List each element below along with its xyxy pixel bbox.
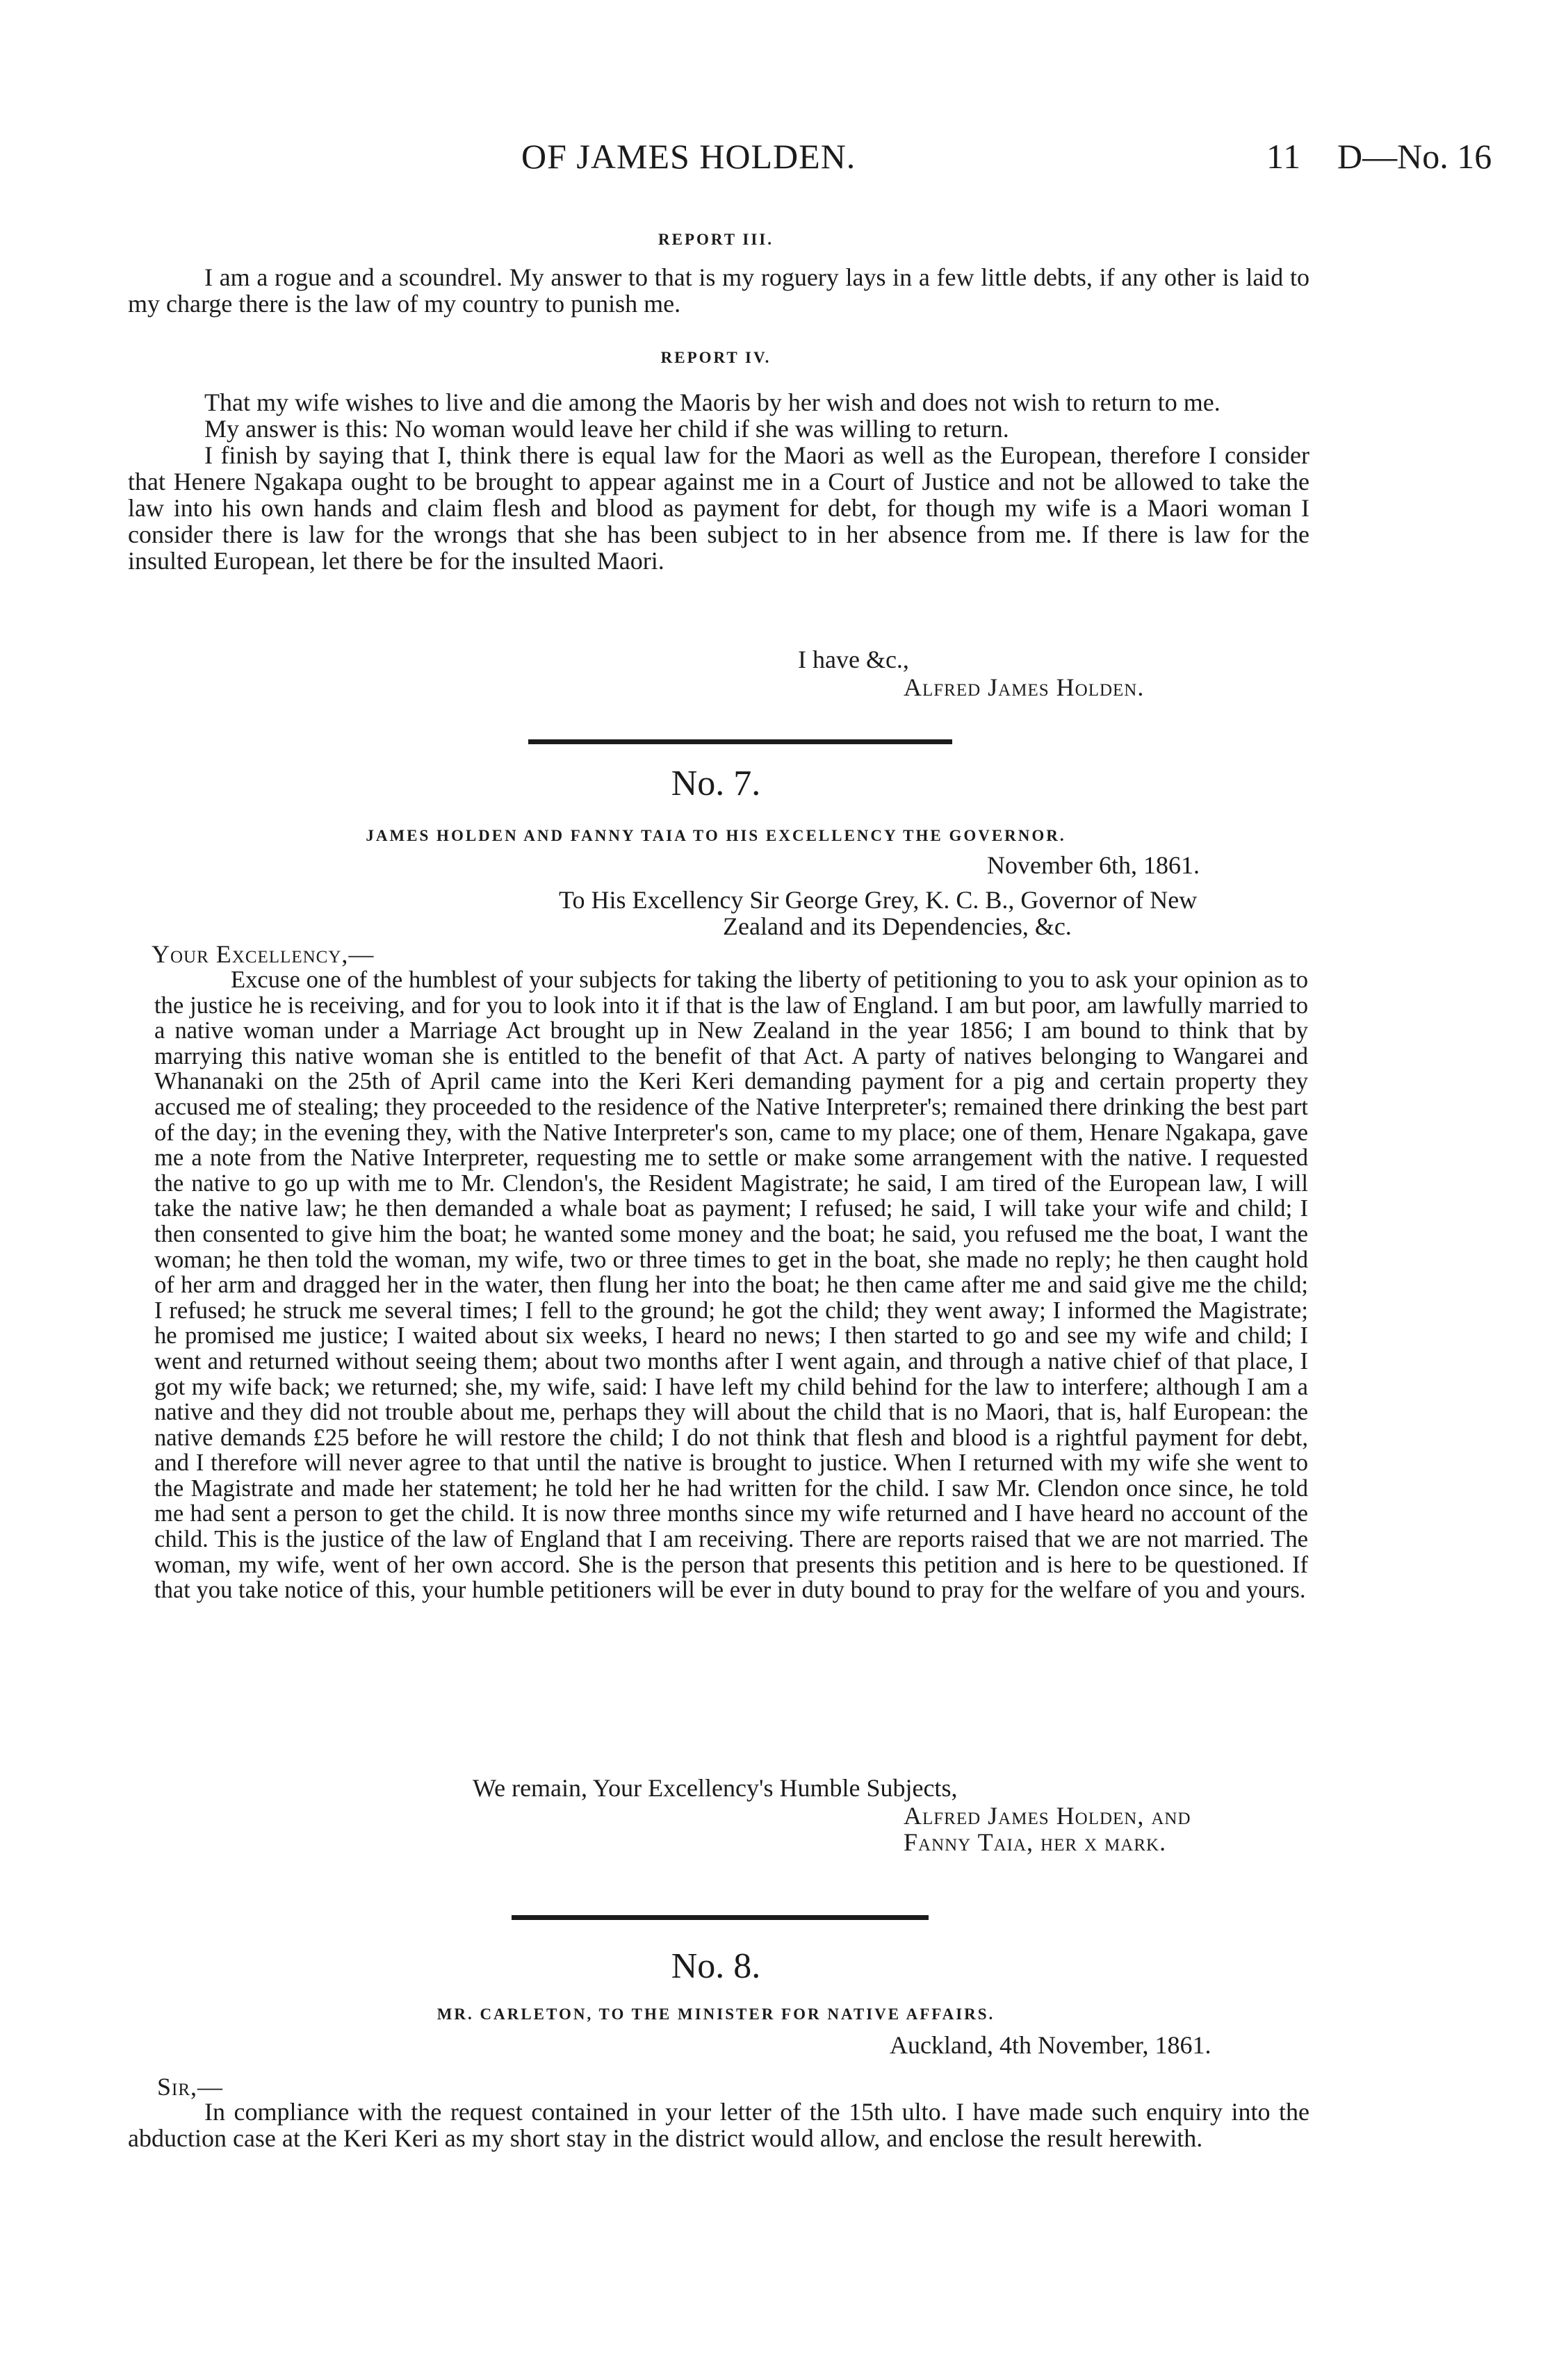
page-number: 11 [1266,137,1302,176]
no8-date: Auckland, 4th November, 1861. [890,2031,1211,2059]
no7-signature-1: Alfred James Holden, and [904,1802,1191,1830]
no7-address-line-2: Zealand and its Dependencies, &c. [723,912,1072,940]
no7-closing: We remain, Your Excellency's Humble Subjects, [473,1774,958,1802]
no7-salutation: Your Excellency,— [152,940,375,968]
no7-date: November 6th, 1861. [987,851,1200,879]
no7-petition-paragraph: Excuse one of the humblest of your subjects for taking the liberty of petitioning to you to ask your opinion as to the justice he is receiving, and for you to look into it if that is the law of England. I am but poor, am lawfully married to a native woman under a Marriage Act brought up in New Zealand in the year 1856; I am bound to think that by marrying this native woman she is entitled to the benefit of that Act. A party of natives belonging to Wangarei and Whananaki on the 25th of April came into the Keri Keri demanding payment for a pig and certain property they accused me of stealing; they proceeded to the residence of the Native Interpreter's; remained there drinking the best part of the day; in the evening they, with the Native Interpreter's son, came to my place; one of them, Henare Ngakapa, gave me a note from the Native Interpreter, requesting me to settle or make some arrangement with the native. I requested the native to go up with me to Mr. Clendon's, the Resident Magistrate; he said, I am tired of the European law, I will take the native law; he then demanded a whale boat as payment; I refused; he said, I will take your wife and child; I then consented to give him the boat; he wanted some money and the boat; he said, you refused me the boat, I want the woman; he then told the woman, my wife, two or three times to get in the boat, she made no reply; he then caught hold of her arm and dragged her in the water, then flung her into the boat; he then came after me and said give me the child; I refused; he struck me several times; I fell to the ground; he got the child; they went away; I informed the Magistrate; he promised me justice; I waited about six weeks, I heard no news; I then started to go and see my wife and child; I went and returned without seeing them; about two months after I went again, and through a native chief of that place, I got my wife back; we returned; she, my wife, said: I have left my child behind for the law to interfere; although I am a native and they did not trouble about me, perhaps they will about the child that is no Maori, that is, half European: the native demands £25 before he will restore the child; I do not think that flesh and blood is a rightful payment for debt, and I therefore will never agree to that until the native is brought to justice. When I returned with my wife she went to the Magistrate and made her statement; he told her he had written for the child. I saw Mr. Clendon once since, he told me had sent a person to get the child. It is now three months since my wife returned and I have heard no account of the child. This is the justice of the law of England that I am receiving. There are reports raised that we are not married. The woman, my wife, went of her own accord. She is the person that presents this petition and is here to be questioned. If that you take notice of this, your humble petitioners will be ever in duty bound to pray for the welfare of you and yours. [154,967,1308,1604]
no7-heading: JAMES HOLDEN AND FANNY TAIA TO HIS EXCELLENCY THE GOVERNOR. [366,827,1066,844]
no7-address-line-1: To His Excellency Sir George Grey, K. C. B., Governor of New [559,886,1198,914]
report-iv-paragraph-2: My answer is this: No woman would leave her child if she was willing to return. [204,415,1009,443]
document-reference: D—No. 16 [1337,137,1492,176]
report-iv-heading: REPORT IV. [660,349,772,366]
report-iii-text [128,264,1309,317]
running-title: OF JAMES HOLDEN. [521,137,856,176]
no8-salutation: Sir,— [157,2073,224,2101]
no8-heading: MR. CARLETON, TO THE MINISTER FOR NATIVE AFFAIRS. [436,2005,995,2023]
report-iii-heading: REPORT III. [658,231,774,248]
document-number-7: No. 7. [671,764,761,803]
document-number-8: No. 8. [671,1946,761,1986]
report-iii-paragraph: I am a rogue and a scoundrel. My answer to that is my roguery lays in a few little debts, if any other is laid to my charge there is the law of my country to punish me. [128,263,1309,318]
no7-signature-2: Fanny Taia, her x mark. [904,1828,1167,1856]
report-iv-paragraph-3: I finish by saying that I, think there is equal law for the Maori as well as the European, therefore I consider that Henere Ngakapa ought to be brought to appear against me in a Court of Justice and not be allowed to take the law into his own hands and claim flesh and blood as payment for debt, for though my wife is a Maori woman I consider there is law for the wrongs that she has been subject to in her absence from me. If there is law for the insulted European, let there be for the insulted Maori. [128,441,1309,575]
no8-letter-text [128,2099,1309,2151]
section-separator-rule [512,1915,929,1920]
report-iv-signature: Alfred James Holden. [904,673,1145,701]
report-iv-text [128,389,1309,574]
report-iv-closing: I have &c., [798,646,909,673]
report-iv-paragraph-1: That my wife wishes to live and die among the Maoris by her wish and does not wish to return to me. [204,388,1221,416]
no7-petition-text [154,967,1308,1603]
no8-letter-paragraph: In compliance with the request contained in your letter of the 15th ulto. I have made such enquiry into the abduction case at the Keri Keri as my short stay in the district would allow, and enclose the result herewith. [128,2098,1309,2152]
section-separator-rule [528,739,952,744]
